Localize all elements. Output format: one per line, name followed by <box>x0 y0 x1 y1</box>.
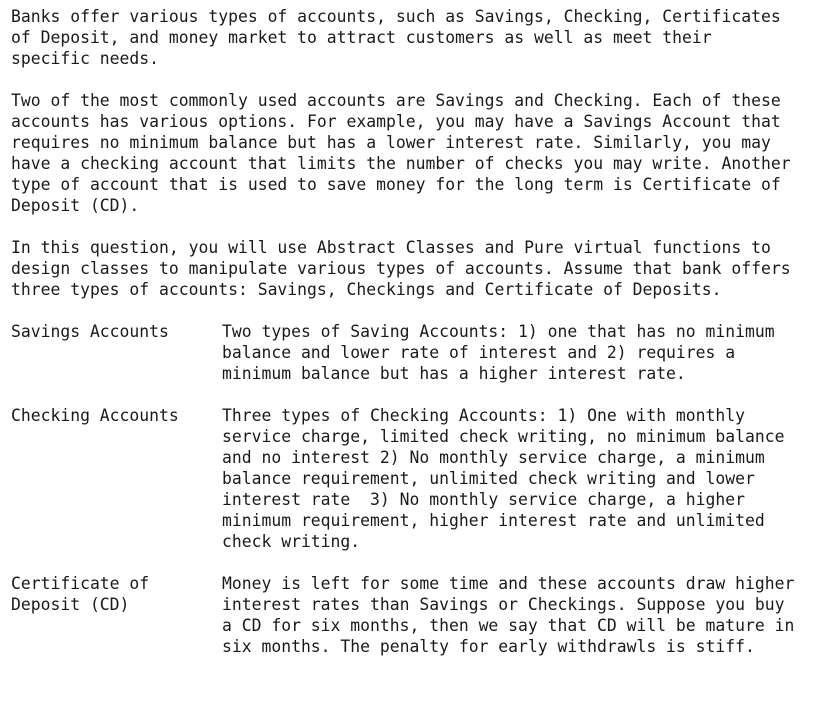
question-paragraph: In this question, you will use Abstract Classes and Pure virtual functions to design classes to manipulate various types of accounts. Assume that bank offers three types of accounts: Savings, Checkings and Certificate of Deposits. <box>11 238 791 299</box>
definition-term: Checking Accounts <box>11 406 179 425</box>
intro-paragraph: Banks offer various types of accounts, such as Savings, Checking, Certificates of Deposit, and money market to attract customers as well as meet their specific needs. <box>11 7 781 68</box>
definition-term: Savings Accounts <box>11 322 169 341</box>
definition-description: Money is left for some time and these accounts draw higher interest rates than Savings or Checkings. Suppose you buy a CD for six months, then we say that CD will be mature in six months. The penalty for early withdrawls is stiff. <box>222 574 795 656</box>
common-accounts-paragraph: Two of the most commonly used accounts are Savings and Checking. Each of these accounts has various options. For example, you may have a Savings Account that requires no minimum balance but has a lower interest rate. Similarly, you may have a checking account that limits the number of checks you may write. Another type of account that is used to save money for the long term is Certificate of Deposit (CD). <box>11 91 791 215</box>
definition-description: Three types of Checking Accounts: 1) One with monthly service charge, limited check writing, no minimum balance and no interest 2) No monthly service charge, a minimum balance requirement, unlimited check writing and lower interest rate 3) No monthly service charge, a higher minimum requirement, higher interest rate and unlimited check writing. <box>222 406 785 551</box>
document-body <box>11 6 821 678</box>
definition-term: Certificate of Deposit (CD) <box>11 574 150 614</box>
definition-savings <box>11 321 821 384</box>
definition-checking <box>11 405 821 552</box>
definition-description: Two types of Saving Accounts: 1) one that has no minimum balance and lower rate of interest and 2) requires a minimum balance but has a higher interest rate. <box>222 322 775 383</box>
definition-certificate <box>11 573 821 657</box>
